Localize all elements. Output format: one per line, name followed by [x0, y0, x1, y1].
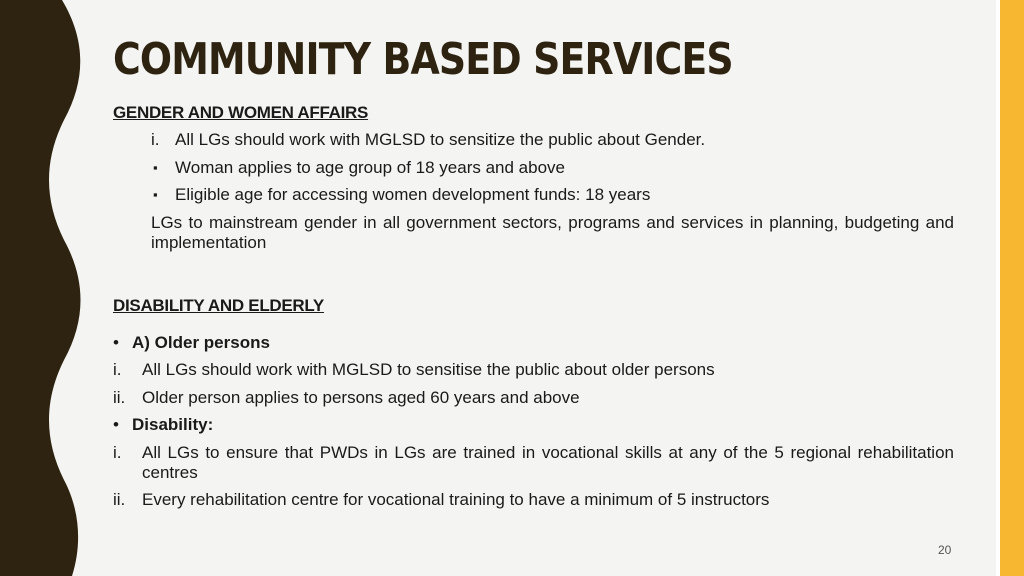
older-persons-item-1: [113, 360, 715, 380]
item-marker: i.: [113, 443, 122, 462]
older-persons-item-2: [113, 388, 580, 408]
item-marker: i.: [151, 130, 160, 149]
item-text: All LGs should work with MGLSD to sensitize the public about Gender.: [175, 130, 706, 149]
item-text: Older person applies to persons aged 60 years and above: [142, 388, 580, 407]
bullet-label: A) Older persons: [132, 333, 270, 352]
slide-title: COMMUNITY BASED SERVICES: [113, 34, 733, 85]
disability-bullet: [113, 415, 214, 435]
item-marker: ii.: [113, 388, 126, 407]
item-marker: ii.: [113, 490, 126, 509]
square-bullet-icon: ▪: [153, 160, 158, 175]
item-text: All LGs to ensure that PWDs in LGs are trained in vocational skills at any of the 5 regional rehabilitation centres: [142, 443, 954, 482]
right-accent-band: [1000, 0, 1024, 576]
bullet-label: Disability:: [132, 415, 214, 434]
bullet-icon: •: [113, 333, 119, 352]
gender-item-2: [153, 158, 566, 178]
square-bullet-icon: ▪: [153, 187, 158, 202]
disability-item-2: [113, 490, 770, 510]
gender-item-3: [153, 185, 651, 205]
item-text: All LGs should work with MGLSD to sensitise the public about older persons: [142, 360, 715, 379]
older-persons-bullet: [113, 333, 270, 353]
gender-section-heading: GENDER AND WOMEN AFFAIRS: [113, 103, 369, 122]
bullet-icon: •: [113, 415, 119, 434]
item-text: Woman applies to age group of 18 years and above: [175, 158, 566, 177]
gender-item-1: [151, 130, 706, 150]
item-text: Eligible age for accessing women development funds: 18 years: [175, 185, 651, 204]
item-text: Every rehabilitation centre for vocational training to have a minimum of 5 instructors: [142, 490, 770, 509]
item-marker: i.: [113, 360, 122, 379]
gender-paragraph: LGs to mainstream gender in all government sectors, programs and services in planning, budgeting and implementation: [151, 213, 954, 252]
wavy-left-band: [0, 0, 90, 576]
disability-section-heading: DISABILITY AND ELDERLY: [113, 296, 324, 315]
page-number: 20: [938, 543, 952, 557]
